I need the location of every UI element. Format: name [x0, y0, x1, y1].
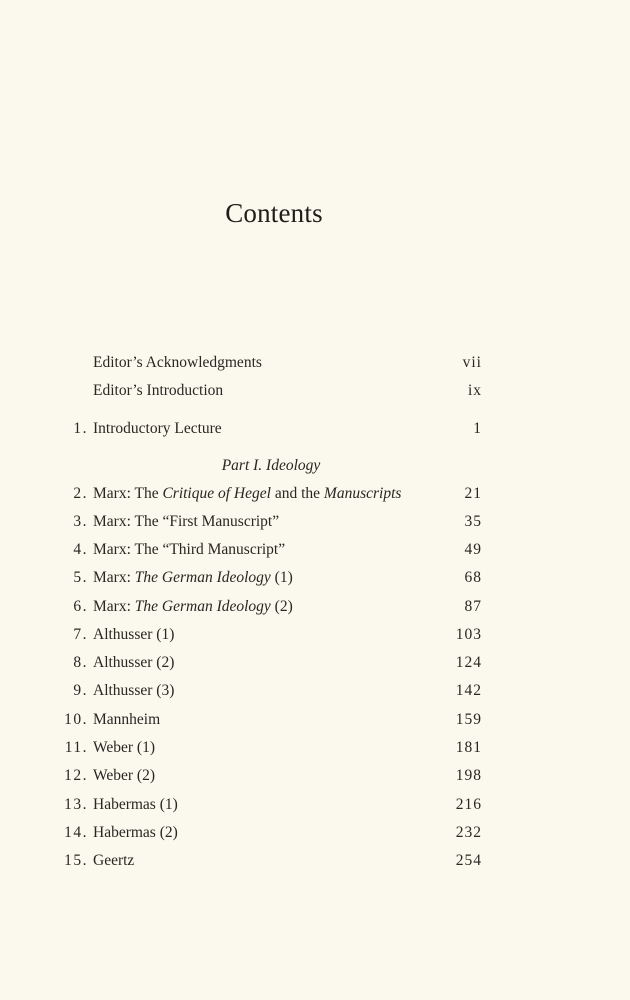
toc-page-number: 181 [455, 739, 482, 756]
toc-entry-label: Marx: The “First Manuscript” [93, 513, 280, 530]
toc-chapter-row [0, 709, 630, 731]
toc-chapter-number: 4. [73, 541, 88, 558]
toc-chapter-row [0, 737, 630, 759]
toc-chapter-row [0, 418, 630, 440]
toc-entry-label: Althusser (3) [93, 682, 175, 699]
toc-chapter-row [0, 794, 630, 816]
toc-entry-label: Editor’s Introduction [93, 382, 224, 399]
toc-chapter-row [0, 765, 630, 787]
toc-front-matter-row [0, 380, 630, 402]
toc-page-number: 232 [455, 824, 482, 841]
toc-chapter-row [0, 680, 630, 702]
toc-chapter-row [0, 850, 630, 872]
toc-front-matter-row [0, 352, 630, 374]
toc-chapter-row [0, 822, 630, 844]
toc-page-number: 103 [455, 626, 482, 643]
toc-page-number: 254 [455, 852, 482, 869]
toc-chapter-number: 7. [73, 626, 88, 643]
toc-entry-label: Habermas (2) [93, 824, 178, 841]
toc-entry-label: Editor’s Acknowledgments [93, 354, 262, 371]
toc-page-number: 216 [455, 796, 482, 813]
toc-page-number: 21 [464, 485, 482, 502]
toc-chapter-row [0, 483, 630, 505]
toc-entry-label: Mannheim [93, 711, 161, 728]
toc-chapter-number: 14. [64, 824, 88, 841]
toc-chapter-number: 5. [73, 569, 88, 586]
toc-page-number: ix [467, 382, 482, 399]
toc-entry-label: Marx: The German Ideology (1) [93, 569, 293, 586]
toc-chapter-number: 1. [73, 420, 88, 437]
toc-chapter-number: 3. [73, 513, 88, 530]
toc-chapter-number: 9. [73, 682, 88, 699]
toc-page-number: 49 [464, 541, 482, 558]
toc-chapter-row [0, 652, 630, 674]
toc-page-number: 142 [455, 682, 482, 699]
toc-entry-label: Althusser (1) [93, 626, 175, 643]
toc-chapter-number: 13. [64, 796, 88, 813]
toc-page-number: 198 [455, 767, 482, 784]
toc-entry-label: Marx: The Critique of Hegel and the Manuscripts [93, 485, 402, 502]
toc-chapter-number: 12. [64, 767, 88, 784]
toc-entry-label: Weber (1) [93, 739, 156, 756]
toc-page-number: 35 [464, 513, 482, 530]
toc-page-number: vii [462, 354, 482, 371]
toc-page-number: 159 [455, 711, 482, 728]
toc-page-number: 1 [473, 420, 482, 437]
toc-chapter-number: 6. [73, 598, 88, 615]
part-heading: Part I. Ideology [221, 457, 321, 474]
toc-chapter-number: 15. [64, 852, 88, 869]
toc-entry-label: Marx: The “Third Manuscript” [93, 541, 286, 558]
toc-chapter-number: 10. [64, 711, 88, 728]
toc-entry-label: Althusser (2) [93, 654, 175, 671]
toc-entry-label: Geertz [93, 852, 135, 869]
page-title: Contents [225, 198, 323, 228]
toc-chapter-row [0, 567, 630, 589]
toc-page-number: 87 [464, 598, 482, 615]
toc-entry-label: Introductory Lecture [93, 420, 222, 437]
toc-entry-label: Habermas (1) [93, 796, 178, 813]
toc-chapter-number: 8. [73, 654, 88, 671]
toc-chapter-number: 11. [64, 739, 88, 756]
toc-chapter-row [0, 596, 630, 618]
toc-page-number: 68 [464, 569, 482, 586]
toc-chapter-number: 2. [73, 485, 88, 502]
toc-chapter-row [0, 539, 630, 561]
toc-entry-label: Weber (2) [93, 767, 156, 784]
toc-entry-label: Marx: The German Ideology (2) [93, 598, 293, 615]
toc-chapter-row [0, 624, 630, 646]
toc-chapter-row [0, 511, 630, 533]
toc-page-number: 124 [455, 654, 482, 671]
